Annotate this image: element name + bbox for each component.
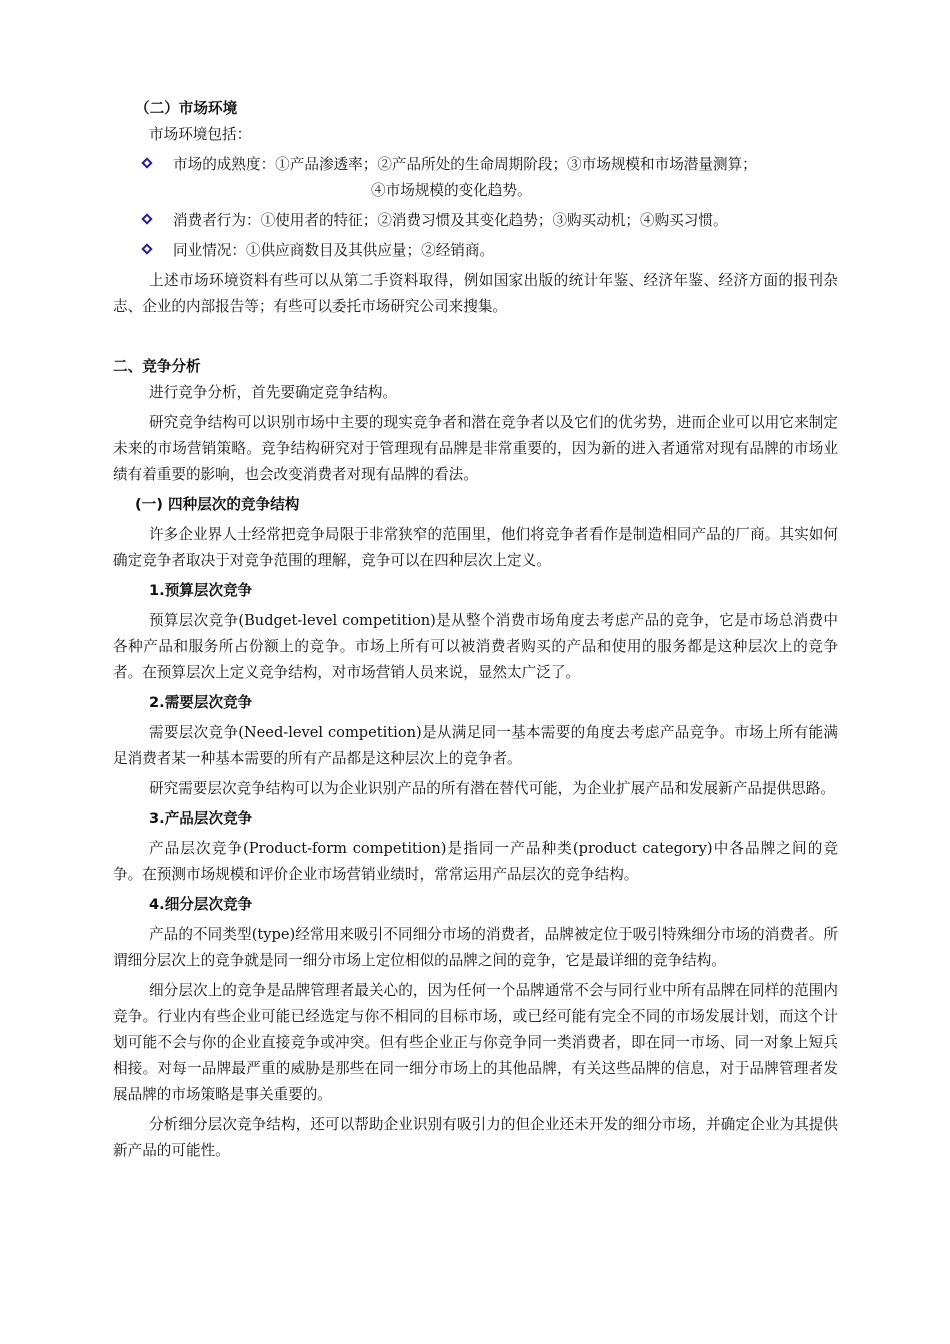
paragraph: 产品层次竞争(Product-form competition)是指同一产品种类(product category)中各品牌之间的竞争。在预测市场规模和评价企业市场营销业绩时，常常运用产品层次的竞争结构。 [113,840,838,883]
paragraph: 产品的不同类型(type)经常用来吸引不同细分市场的消费者，品牌被定位于吸引特殊细分市场的消费者。所谓细分层次上的竞争就是同一细分市场上定位相似的品牌之间的竞争，它是最详细的竞争结构。 [113,926,838,969]
document-content [113,96,838,1164]
diamond-bullet-icon [141,243,152,254]
paragraph: 需要层次竞争(Need-level competition)是从满足同一基本需要的角度去考虑产品竞争。市场上所有能满足消费者某一种基本需要的所有产品都是这种层次上的竞争者。 [113,724,838,767]
heading-need-level: 2.需要层次竞争 [149,694,253,711]
bullet-text: 同业情况：①供应商数目及其供应量；②经销商。 [173,242,495,259]
paragraph: 研究竞争结构可以识别市场中主要的现实竞争者和潜在竞争者以及它们的优劣势，进而企业可以用它来制定未来的市场营销策略。竞争结构研究对于管理现有品牌是非常重要的，因为新的进入者通常对现有品牌的市场业绩有着重要的影响，也会改变消费者对现有品牌的看法。 [113,414,838,483]
heading-product-level: 3.产品层次竞争 [149,810,253,827]
paragraph: 进行竞争分析，首先要确定竞争结构。 [149,384,398,401]
bullet-text-continuation: ④市场规模的变化趋势。 [371,182,532,199]
market-environment-intro: 市场环境包括： [149,126,252,143]
bullet-industry-situation [113,238,838,264]
paragraph: 许多企业界人士经常把竞争局限于非常狭窄的范围里，他们将竞争者看作是制造相同产品的厂商。其实如何确定竞争者取决于对竞争范围的理解，竞争可以在四种层次上定义。 [113,526,838,569]
paragraph: 预算层次竞争(Budget-level competition)是从整个消费市场角度去考虑产品的竞争，它是市场总消费中各种产品和服务所占份额上的竞争。市场上所有可以被消费者购买的产品和使用的服务都是这种层次上的竞争者。在预算层次上定义竞争结构，对市场营销人员来说，显然太广泛了。 [113,612,838,681]
diamond-bullet-icon [141,157,152,168]
bullet-market-maturity [113,152,838,204]
bullet-text: 市场的成熟度：①产品渗透率；②产品所处的生命周期阶段；③市场规模和市场潜量测算； [173,156,757,173]
diamond-bullet-icon [141,213,152,224]
heading-four-levels: (一) 四种层次的竞争结构 [135,496,300,513]
paragraph: 细分层次上的竞争是品牌管理者最关心的，因为任何一个品牌通常不会与同行业中所有品牌在同样的范围内竞争。行业内有些企业可能已经选定与你不相同的目标市场，或已经可能有完全不同的市场发展计划，而这个计划可能不会与你的企业直接竞争或冲突。但有些企业正与你竞争同一类消费者，即在同一市场、同一对象上短兵相接。对每一品牌最严重的威胁是那些在同一细分市场上的其他品牌，有关这些品牌的信息，对于品牌管理者发展品牌的市场策略是事关重要的。 [113,982,838,1103]
bullet-consumer-behavior [113,208,838,234]
market-environment-summary: 上述市场环境资料有些可以从第二手资料取得，例如国家出版的统计年鉴、经济年鉴、经济方面的报刊杂志、企业的内部报告等；有些可以委托市场研究公司来搜集。 [113,272,838,315]
paragraph: 研究需要层次竞争结构可以为企业识别产品的所有潜在替代可能，为企业扩展产品和发展新产品提供思路。 [149,780,835,797]
heading-segment-level: 4.细分层次竞争 [149,896,253,913]
heading-budget-level: 1.预算层次竞争 [149,582,253,599]
heading-competition-analysis: 二、竞争分析 [113,358,201,375]
bullet-text: 消费者行为：①使用者的特征；②消费习惯及其变化趋势；③购买动机；④购买习惯。 [173,212,728,229]
paragraph: 分析细分层次竞争结构，还可以帮助企业识别有吸引力的但企业还未开发的细分市场，并确定企业为其提供新产品的可能性。 [113,1116,838,1159]
heading-market-environment: （二）市场环境 [135,100,238,117]
